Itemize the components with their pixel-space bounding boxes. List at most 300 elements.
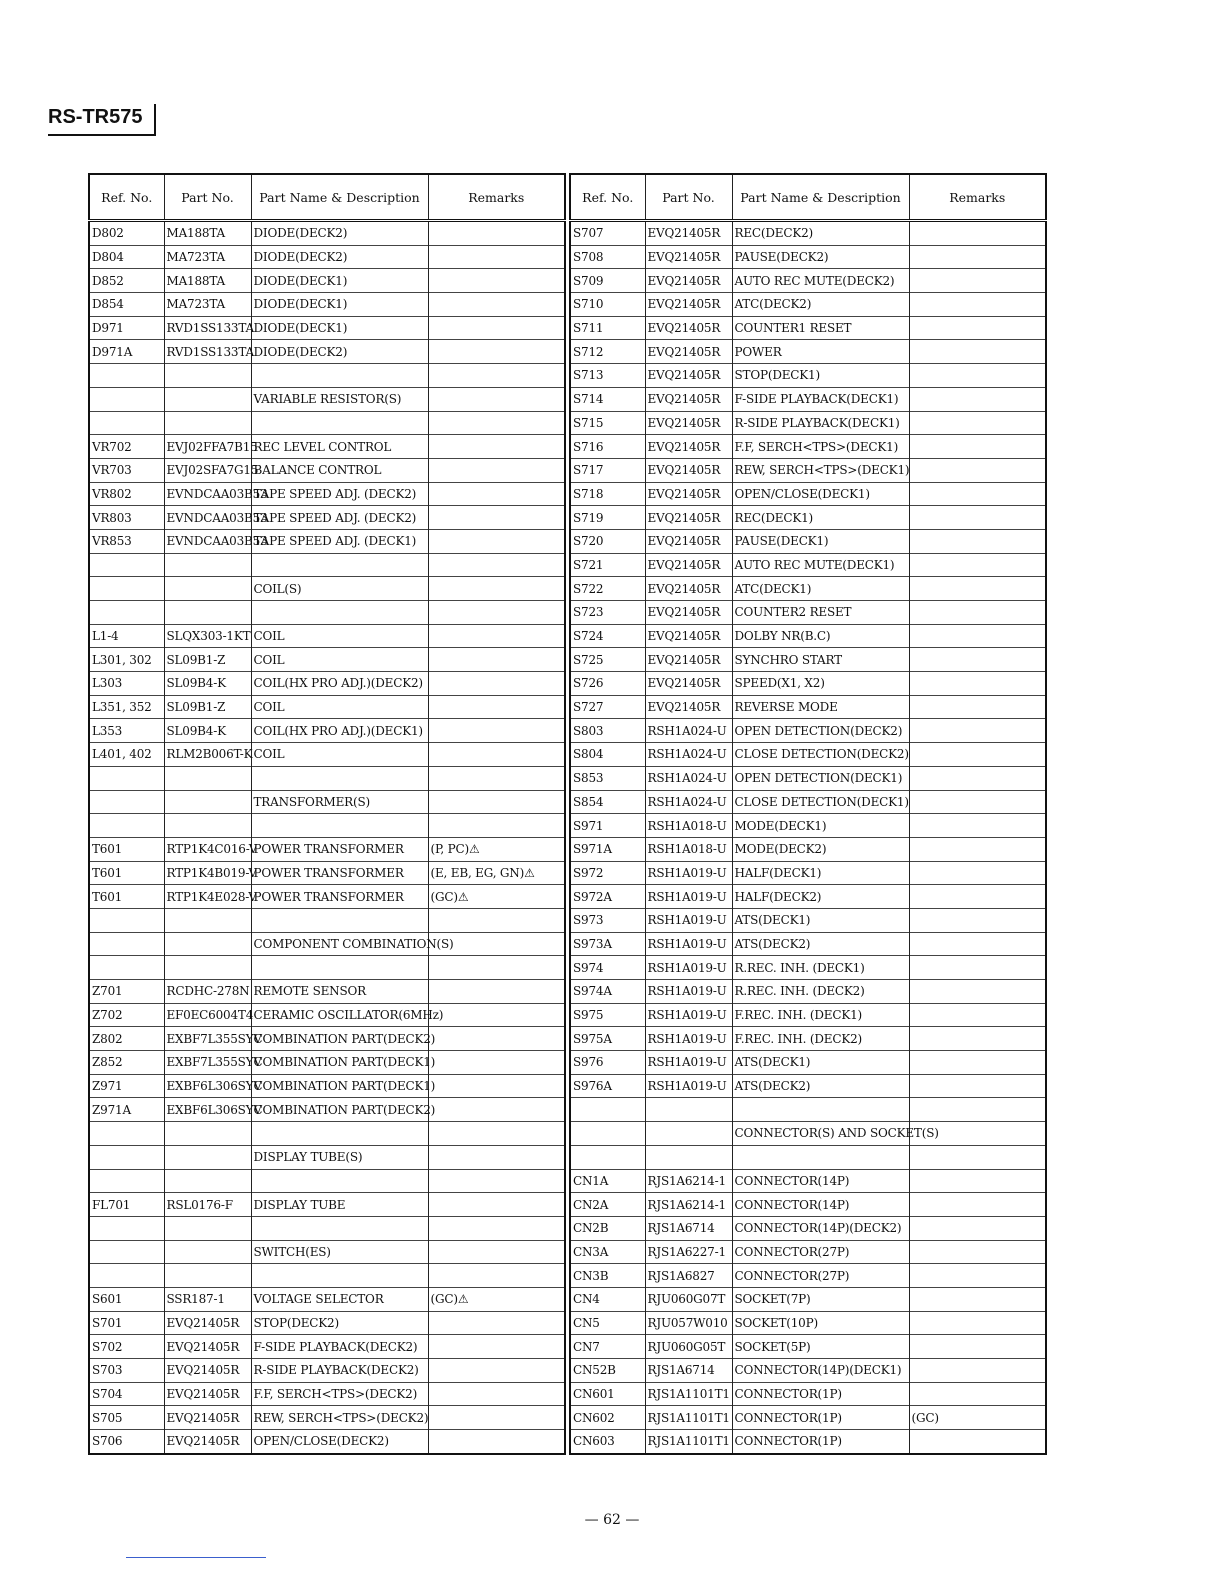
part-no-cell <box>645 1145 732 1169</box>
remarks-cell <box>909 506 1046 530</box>
part-no-cell: SL09B4-K <box>164 672 251 696</box>
part-name-cell <box>251 1264 428 1288</box>
part-no-cell: EXBF7L355SYV <box>164 1027 251 1051</box>
table-row <box>570 885 1046 909</box>
table-row <box>89 885 565 909</box>
table-row <box>570 790 1046 814</box>
table-row <box>570 814 1046 838</box>
part-name-cell: COMBINATION PART(DECK1) <box>251 1051 428 1075</box>
header-part-name: Part Name & Description <box>251 174 428 221</box>
part-no-cell <box>164 1145 251 1169</box>
table-row <box>570 316 1046 340</box>
remarks-cell <box>909 1335 1046 1359</box>
remarks-cell <box>909 293 1046 317</box>
part-name-cell: F.F, SERCH<TPS>(DECK1) <box>732 435 909 459</box>
ref-no-cell: L351, 352 <box>89 695 164 719</box>
part-name-cell <box>251 601 428 625</box>
table-row <box>570 1122 1046 1146</box>
ref-no-cell: CN3B <box>570 1264 645 1288</box>
part-name-cell: SOCKET(7P) <box>732 1287 909 1311</box>
table-row <box>89 743 565 767</box>
ref-no-cell: S972A <box>570 885 645 909</box>
ref-no-cell: D854 <box>89 293 164 317</box>
remarks-cell <box>428 553 565 577</box>
part-no-cell: EXBF6L306SYV <box>164 1098 251 1122</box>
part-name-cell: VOLTAGE SELECTOR <box>251 1287 428 1311</box>
part-name-cell: OPEN DETECTION(DECK1) <box>732 766 909 790</box>
part-name-cell: DIODE(DECK1) <box>251 316 428 340</box>
ref-no-cell: L1-4 <box>89 624 164 648</box>
part-no-cell: RCDHC-278N <box>164 980 251 1004</box>
part-name-cell: COIL <box>251 743 428 767</box>
part-name-cell: STOP(DECK2) <box>251 1311 428 1335</box>
part-name-cell: MODE(DECK2) <box>732 837 909 861</box>
part-no-cell <box>164 932 251 956</box>
part-name-cell: COIL(HX PRO ADJ.)(DECK1) <box>251 719 428 743</box>
part-no-cell: EVQ21405R <box>645 364 732 388</box>
ref-no-cell: S707 <box>570 221 645 246</box>
part-name-cell: POWER TRANSFORMER <box>251 861 428 885</box>
remarks-cell <box>909 790 1046 814</box>
part-name-cell: AUTO REC MUTE(DECK1) <box>732 553 909 577</box>
remarks-cell <box>428 1240 565 1264</box>
remarks-cell <box>909 364 1046 388</box>
model-title: RS-TR575 <box>48 104 156 136</box>
table-row <box>570 1074 1046 1098</box>
table-header-row <box>89 174 565 221</box>
part-no-cell: EVQ21405R <box>645 624 732 648</box>
part-name-cell: F.REC. INH. (DECK2) <box>732 1027 909 1051</box>
part-name-cell: REW, SERCH<TPS>(DECK2) <box>251 1406 428 1430</box>
remarks-cell <box>909 672 1046 696</box>
remarks-cell <box>909 908 1046 932</box>
part-no-cell: MA188TA <box>164 269 251 293</box>
part-name-cell: DIODE(DECK2) <box>251 340 428 364</box>
ref-no-cell: S721 <box>570 553 645 577</box>
part-name-cell: COIL(S) <box>251 577 428 601</box>
divider <box>126 1557 266 1558</box>
remarks-cell <box>909 577 1046 601</box>
part-no-cell: EVQ21405R <box>645 269 732 293</box>
remarks-cell <box>428 1216 565 1240</box>
remarks-cell <box>428 1264 565 1288</box>
table-row <box>570 719 1046 743</box>
ref-no-cell: S715 <box>570 411 645 435</box>
ref-no-cell: T601 <box>89 837 164 861</box>
ref-no-cell: S706 <box>89 1430 164 1454</box>
part-name-cell: COUNTER2 RESET <box>732 601 909 625</box>
ref-no-cell <box>89 387 164 411</box>
part-no-cell <box>164 908 251 932</box>
part-no-cell: EVQ21405R <box>645 245 732 269</box>
remarks-cell <box>909 719 1046 743</box>
table-row <box>89 1145 565 1169</box>
part-no-cell: RTP1K4C016-V <box>164 837 251 861</box>
ref-no-cell: S710 <box>570 293 645 317</box>
part-no-cell: EVQ21405R <box>645 601 732 625</box>
ref-no-cell <box>89 577 164 601</box>
remarks-cell <box>428 1193 565 1217</box>
remarks-cell <box>428 411 565 435</box>
header-ref-no: Ref. No. <box>570 174 645 221</box>
table-row <box>89 1382 565 1406</box>
part-name-cell: COIL <box>251 624 428 648</box>
table-row <box>89 1122 565 1146</box>
part-name-cell: SOCKET(10P) <box>732 1311 909 1335</box>
part-name-cell: PAUSE(DECK1) <box>732 529 909 553</box>
part-name-cell: OPEN/CLOSE(DECK2) <box>251 1430 428 1454</box>
table-row <box>570 766 1046 790</box>
table-row <box>89 932 565 956</box>
table-row <box>570 1287 1046 1311</box>
table-row <box>570 980 1046 1004</box>
table-row <box>570 695 1046 719</box>
remarks-cell <box>428 1122 565 1146</box>
part-name-cell: CONNECTOR(1P) <box>732 1382 909 1406</box>
ref-no-cell: L301, 302 <box>89 648 164 672</box>
remarks-cell <box>428 1003 565 1027</box>
table-row <box>89 1169 565 1193</box>
ref-no-cell: S722 <box>570 577 645 601</box>
part-name-cell: BALANCE CONTROL <box>251 458 428 482</box>
remarks-cell: (E, EB, EG, GN)⚠ <box>428 861 565 885</box>
remarks-cell <box>909 316 1046 340</box>
table-row <box>89 1335 565 1359</box>
part-no-cell <box>164 1264 251 1288</box>
part-name-cell: CONNECTOR(14P) <box>732 1193 909 1217</box>
part-name-cell <box>251 1122 428 1146</box>
ref-no-cell: S725 <box>570 648 645 672</box>
part-no-cell: EVQ21405R <box>645 506 732 530</box>
ref-no-cell: D971A <box>89 340 164 364</box>
part-name-cell: TRANSFORMER(S) <box>251 790 428 814</box>
part-no-cell: EVQ21405R <box>164 1382 251 1406</box>
remarks-cell <box>909 245 1046 269</box>
remarks-cell <box>428 458 565 482</box>
part-no-cell: RJS1A1101T1 <box>645 1430 732 1454</box>
table-row <box>89 1406 565 1430</box>
table-row <box>570 411 1046 435</box>
remarks-cell <box>428 719 565 743</box>
ref-no-cell: CN7 <box>570 1335 645 1359</box>
page-number: — 62 — <box>584 1512 640 1528</box>
remarks-cell <box>428 1359 565 1383</box>
part-no-cell: MA723TA <box>164 245 251 269</box>
part-name-cell: DIODE(DECK1) <box>251 269 428 293</box>
part-no-cell: RVD1SS133TA <box>164 340 251 364</box>
part-no-cell: SL09B1-Z <box>164 648 251 672</box>
part-name-cell: REC(DECK1) <box>732 506 909 530</box>
ref-no-cell: S713 <box>570 364 645 388</box>
part-name-cell: POWER TRANSFORMER <box>251 885 428 909</box>
table-row <box>89 601 565 625</box>
remarks-cell <box>909 743 1046 767</box>
part-no-cell: EVQ21405R <box>164 1359 251 1383</box>
remarks-cell <box>909 1051 1046 1075</box>
part-name-cell: AUTO REC MUTE(DECK2) <box>732 269 909 293</box>
part-no-cell: RSH1A019-U <box>645 1074 732 1098</box>
header-part-no: Part No. <box>164 174 251 221</box>
ref-no-cell: T601 <box>89 885 164 909</box>
part-no-cell: RJS1A6714 <box>645 1216 732 1240</box>
remarks-cell <box>909 1145 1046 1169</box>
table-row <box>89 672 565 696</box>
remarks-cell <box>428 956 565 980</box>
remarks-cell <box>909 529 1046 553</box>
part-name-cell: DIODE(DECK2) <box>251 245 428 269</box>
part-no-cell: RSL0176-F <box>164 1193 251 1217</box>
ref-no-cell <box>89 766 164 790</box>
ref-no-cell: Z701 <box>89 980 164 1004</box>
part-name-cell: MODE(DECK1) <box>732 814 909 838</box>
part-name-cell: OPEN DETECTION(DECK2) <box>732 719 909 743</box>
remarks-cell <box>428 1169 565 1193</box>
ref-no-cell: VR703 <box>89 458 164 482</box>
part-no-cell: MA188TA <box>164 221 251 246</box>
remarks-cell <box>909 1027 1046 1051</box>
part-no-cell: EVQ21405R <box>164 1311 251 1335</box>
part-no-cell: EF0EC6004T4 <box>164 1003 251 1027</box>
table-row <box>89 269 565 293</box>
ref-no-cell: S723 <box>570 601 645 625</box>
part-name-cell <box>251 411 428 435</box>
remarks-cell <box>909 553 1046 577</box>
part-name-cell: CLOSE DETECTION(DECK1) <box>732 790 909 814</box>
ref-no-cell <box>89 956 164 980</box>
table-row <box>89 1098 565 1122</box>
table-row <box>570 482 1046 506</box>
ref-no-cell: S718 <box>570 482 645 506</box>
ref-no-cell: S712 <box>570 340 645 364</box>
ref-no-cell: Z852 <box>89 1051 164 1075</box>
part-name-cell: ATC(DECK1) <box>732 577 909 601</box>
ref-no-cell: S976A <box>570 1074 645 1098</box>
part-name-cell: COMBINATION PART(DECK2) <box>251 1098 428 1122</box>
ref-no-cell: CN603 <box>570 1430 645 1454</box>
remarks-cell <box>909 482 1046 506</box>
part-name-cell: CLOSE DETECTION(DECK2) <box>732 743 909 767</box>
table-row <box>89 695 565 719</box>
table-row <box>89 1264 565 1288</box>
part-name-cell: DIODE(DECK1) <box>251 293 428 317</box>
table-row <box>570 908 1046 932</box>
ref-no-cell: S704 <box>89 1382 164 1406</box>
part-name-cell: HALF(DECK1) <box>732 861 909 885</box>
part-no-cell: EVQ21405R <box>645 340 732 364</box>
part-no-cell: RSH1A019-U <box>645 1027 732 1051</box>
remarks-cell <box>428 293 565 317</box>
part-no-cell: RJU060G07T <box>645 1287 732 1311</box>
remarks-cell <box>428 601 565 625</box>
part-no-cell: EVQ21405R <box>645 648 732 672</box>
part-no-cell <box>645 1098 732 1122</box>
table-row <box>89 411 565 435</box>
part-name-cell <box>732 1145 909 1169</box>
ref-no-cell <box>89 932 164 956</box>
ref-no-cell: FL701 <box>89 1193 164 1217</box>
part-no-cell <box>164 577 251 601</box>
part-no-cell: EVQ21405R <box>645 577 732 601</box>
part-no-cell: RVD1SS133TA <box>164 316 251 340</box>
table-row <box>89 814 565 838</box>
part-name-cell <box>251 956 428 980</box>
table-row <box>89 624 565 648</box>
remarks-cell <box>428 1027 565 1051</box>
table-row <box>570 458 1046 482</box>
table-row <box>570 601 1046 625</box>
table-row <box>570 1406 1046 1430</box>
table-row <box>89 506 565 530</box>
part-no-cell: RSH1A019-U <box>645 980 732 1004</box>
ref-no-cell: S724 <box>570 624 645 648</box>
table-row <box>89 1216 565 1240</box>
remarks-cell <box>428 695 565 719</box>
part-no-cell: EVJ02FFA7B15 <box>164 435 251 459</box>
part-name-cell: F.REC. INH. (DECK1) <box>732 1003 909 1027</box>
remarks-cell <box>909 1003 1046 1027</box>
remarks-cell: (GC) <box>909 1406 1046 1430</box>
remarks-cell <box>909 1359 1046 1383</box>
remarks-cell <box>428 908 565 932</box>
part-no-cell <box>164 1122 251 1146</box>
remarks-cell <box>428 340 565 364</box>
remarks-cell <box>428 624 565 648</box>
ref-no-cell: CN5 <box>570 1311 645 1335</box>
table-row <box>570 1382 1046 1406</box>
ref-no-cell: VR803 <box>89 506 164 530</box>
part-name-cell: ATC(DECK2) <box>732 293 909 317</box>
part-name-cell: DISPLAY TUBE <box>251 1193 428 1217</box>
ref-no-cell <box>89 364 164 388</box>
part-no-cell: RJS1A6214-1 <box>645 1169 732 1193</box>
part-name-cell: F-SIDE PLAYBACK(DECK1) <box>732 387 909 411</box>
ref-no-cell: S719 <box>570 506 645 530</box>
part-name-cell: STOP(DECK1) <box>732 364 909 388</box>
part-name-cell: TAPE SPEED ADJ. (DECK2) <box>251 482 428 506</box>
part-no-cell <box>164 1240 251 1264</box>
remarks-cell <box>909 1287 1046 1311</box>
remarks-cell <box>428 648 565 672</box>
part-name-cell <box>251 553 428 577</box>
table-row <box>570 245 1046 269</box>
ref-no-cell: CN2A <box>570 1193 645 1217</box>
part-no-cell: EVQ21405R <box>645 529 732 553</box>
table-row <box>89 435 565 459</box>
remarks-cell <box>909 1169 1046 1193</box>
table-row <box>89 293 565 317</box>
remarks-cell <box>909 387 1046 411</box>
remarks-cell <box>428 435 565 459</box>
remarks-cell <box>909 1382 1046 1406</box>
part-no-cell: RSH1A024-U <box>645 719 732 743</box>
ref-no-cell: S601 <box>89 1287 164 1311</box>
remarks-cell <box>428 672 565 696</box>
remarks-cell <box>428 743 565 767</box>
table-row <box>570 1003 1046 1027</box>
part-no-cell: RJU057W010 <box>645 1311 732 1335</box>
table-row <box>570 672 1046 696</box>
ref-no-cell <box>89 601 164 625</box>
part-no-cell: EXBF7L355SYV <box>164 1051 251 1075</box>
part-no-cell: EVQ21405R <box>645 316 732 340</box>
remarks-cell <box>428 482 565 506</box>
table-row <box>570 743 1046 767</box>
table-row <box>89 1359 565 1383</box>
table-row <box>89 837 565 861</box>
part-no-cell <box>645 1122 732 1146</box>
ref-no-cell: S972 <box>570 861 645 885</box>
remarks-cell <box>428 814 565 838</box>
part-no-cell: RTP1K4B019-V <box>164 861 251 885</box>
part-name-cell: COUNTER1 RESET <box>732 316 909 340</box>
part-no-cell: EVQ21405R <box>164 1335 251 1359</box>
part-no-cell: EVNDCAA03B53 <box>164 529 251 553</box>
remarks-cell <box>428 316 565 340</box>
ref-no-cell: Z702 <box>89 1003 164 1027</box>
table-row <box>570 1051 1046 1075</box>
ref-no-cell: S803 <box>570 719 645 743</box>
part-name-cell: F.F, SERCH<TPS>(DECK2) <box>251 1382 428 1406</box>
part-no-cell <box>164 601 251 625</box>
part-name-cell: CONNECTOR(1P) <box>732 1430 909 1454</box>
part-name-cell: CONNECTOR(S) AND SOCKET(S) <box>732 1122 909 1146</box>
table-row <box>89 1193 565 1217</box>
ref-no-cell: CN4 <box>570 1287 645 1311</box>
ref-no-cell: S974 <box>570 956 645 980</box>
table-row <box>89 458 565 482</box>
part-no-cell: RSH1A024-U <box>645 743 732 767</box>
part-name-cell: REC(DECK2) <box>732 221 909 246</box>
remarks-cell <box>428 1074 565 1098</box>
part-no-cell: RJS1A6214-1 <box>645 1193 732 1217</box>
table-row <box>89 648 565 672</box>
part-no-cell: EVJ02SFA7G15 <box>164 458 251 482</box>
part-no-cell: SSR187-1 <box>164 1287 251 1311</box>
part-name-cell: TAPE SPEED ADJ. (DECK1) <box>251 529 428 553</box>
part-name-cell: OPEN/CLOSE(DECK1) <box>732 482 909 506</box>
part-no-cell: RSH1A019-U <box>645 1051 732 1075</box>
remarks-cell <box>428 1098 565 1122</box>
part-name-cell: F-SIDE PLAYBACK(DECK2) <box>251 1335 428 1359</box>
remarks-cell <box>428 506 565 530</box>
remarks-cell <box>428 1335 565 1359</box>
ref-no-cell: S714 <box>570 387 645 411</box>
part-no-cell <box>164 553 251 577</box>
remarks-cell <box>909 1193 1046 1217</box>
ref-no-cell: S717 <box>570 458 645 482</box>
part-name-cell: REVERSE MODE <box>732 695 909 719</box>
ref-no-cell: D802 <box>89 221 164 246</box>
part-no-cell: RLM2B006T-K <box>164 743 251 767</box>
remarks-cell <box>428 364 565 388</box>
ref-no-cell <box>89 1240 164 1264</box>
part-no-cell: RSH1A018-U <box>645 837 732 861</box>
remarks-cell <box>909 1311 1046 1335</box>
remarks-cell <box>909 648 1046 672</box>
ref-no-cell <box>89 553 164 577</box>
part-no-cell: RSH1A019-U <box>645 908 732 932</box>
ref-no-cell: Z971A <box>89 1098 164 1122</box>
table-row <box>89 1311 565 1335</box>
part-no-cell: RSH1A024-U <box>645 766 732 790</box>
part-no-cell: EVQ21405R <box>645 553 732 577</box>
ref-no-cell: L401, 402 <box>89 743 164 767</box>
part-name-cell: ATS(DECK2) <box>732 1074 909 1098</box>
remarks-cell <box>909 980 1046 1004</box>
part-name-cell: COMBINATION PART(DECK1) <box>251 1074 428 1098</box>
part-name-cell: R.REC. INH. (DECK1) <box>732 956 909 980</box>
ref-no-cell: CN601 <box>570 1382 645 1406</box>
